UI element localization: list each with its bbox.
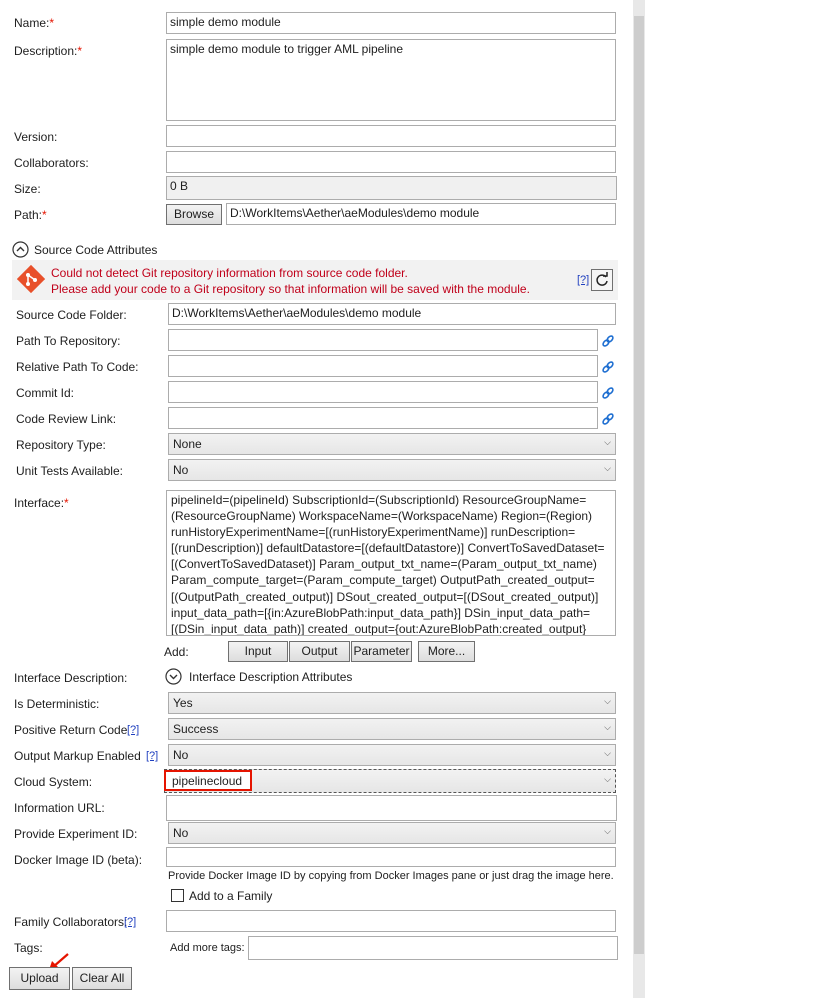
refresh-icon [592, 270, 612, 290]
output-markup-help-link[interactable]: [?] [146, 750, 159, 762]
collaborators-label: Collaborators: [14, 156, 89, 170]
git-help-link[interactable]: [?] [577, 274, 590, 286]
repo-type-label: Repository Type: [16, 438, 106, 452]
chevron-down-icon: ⌵ [604, 774, 611, 784]
source-folder-input[interactable]: D:\WorkItems\Aether\aeModules\demo module [168, 303, 616, 325]
repo-type-select[interactable]: None ⌵ [168, 433, 616, 455]
deterministic-label: Is Deterministic: [14, 697, 100, 711]
interface-label: Interface:* [14, 496, 69, 510]
git-warning-line1: Could not detect Git repository information from source code folder. [51, 266, 408, 280]
family-collab-help-link[interactable]: [?] [124, 916, 137, 928]
output-markup-label: Output Markup Enabled [14, 749, 141, 763]
link-icon[interactable] [601, 386, 615, 400]
add-input-button[interactable]: Input [228, 641, 288, 662]
chevron-down-icon: ⌵ [604, 463, 611, 473]
scrollbar-thumb[interactable] [634, 16, 644, 954]
output-markup-select[interactable]: No ⌵ [168, 744, 616, 766]
experiment-id-select[interactable]: No ⌵ [168, 822, 616, 844]
git-icon [17, 265, 45, 293]
repo-path-label: Path To Repository: [16, 334, 121, 348]
cloud-system-label: Cloud System: [14, 775, 93, 789]
add-output-button[interactable]: Output [289, 641, 350, 662]
docker-label: Docker Image ID (beta): [14, 853, 143, 867]
info-url-input[interactable] [166, 795, 617, 821]
chevron-down-icon: ⌵ [604, 722, 611, 732]
link-icon[interactable] [601, 412, 615, 426]
interface-description-label: Interface Description: [14, 671, 128, 685]
code-review-input[interactable] [168, 407, 598, 429]
add-family-checkbox[interactable] [171, 889, 184, 902]
repo-path-input[interactable] [168, 329, 598, 351]
add-family-label: Add to a Family [189, 889, 273, 903]
source-code-section-title: Source Code Attributes [34, 243, 158, 257]
add-label: Add: [164, 645, 189, 659]
browse-button[interactable]: Browse [166, 204, 222, 225]
chevron-down-icon: ⌵ [604, 696, 611, 706]
refresh-button[interactable] [591, 269, 613, 291]
chevron-down-icon: ⌵ [604, 826, 611, 836]
git-warning-line2: Please add your code to a Git repository so that information will be saved with the module. [51, 282, 530, 296]
tags-label: Tags: [14, 941, 43, 955]
positive-return-select[interactable]: Success ⌵ [168, 718, 616, 740]
add-parameter-button[interactable]: Parameter [351, 641, 412, 662]
unit-tests-label: Unit Tests Available: [16, 464, 123, 478]
clear-all-button[interactable]: Clear All [72, 967, 132, 990]
name-label: Name:* [14, 16, 55, 30]
family-collab-label: Family Collaborators: [14, 915, 128, 929]
cloud-system-value: pipelinecloud [164, 770, 252, 791]
size-value: 0 B [166, 176, 617, 200]
tags-input[interactable] [248, 936, 618, 960]
docker-input[interactable] [166, 847, 616, 867]
positive-return-label: Positive Return Code [14, 723, 128, 737]
commit-id-input[interactable] [168, 381, 598, 403]
name-input[interactable]: simple demo module [166, 12, 616, 34]
relative-path-input[interactable] [168, 355, 598, 377]
size-label: Size: [14, 182, 41, 196]
commit-id-label: Commit Id: [16, 386, 75, 400]
collapse-chevron-icon[interactable] [12, 241, 29, 258]
interface-textarea[interactable]: pipelineId=(pipelineId) SubscriptionId=(SubscriptionId) ResourceGroupName=(ResourceGroupName) WorkspaceName=(WorkspaceName) Region=(Region) runHistoryExperimentName=[(runHistoryExperimentName)] runDescription=[(runDescription)] defaultDatastore=[(defaultDatastore)] ConvertToSavedDataset=[(ConvertToSavedDataset)] Param_output_txt_name=(Param_output_txt_name) Param_compute_target=(Param_compute_target) OutputPath_created_output=[(OutputPath_created_output)] DSout_created_output=[(DSout_created_output)] input_data_path=[{in:AzureBlobPath:input_data_path}] DSin_input_data_path=[(DSin_input_data_path)] created_output={out:AzureBlobPath:created_output} [166, 490, 616, 636]
experiment-id-label: Provide Experiment ID: [14, 827, 138, 841]
chevron-down-icon: ⌵ [604, 748, 611, 758]
unit-tests-select[interactable]: No ⌵ [168, 459, 616, 481]
version-input[interactable] [166, 125, 616, 147]
upload-button[interactable]: Upload [9, 967, 70, 990]
version-label: Version: [14, 130, 58, 144]
add-tags-label: Add more tags: [170, 942, 245, 954]
collaborators-input[interactable] [166, 151, 616, 173]
description-label: Description:* [14, 44, 83, 58]
source-folder-label: Source Code Folder: [16, 308, 127, 322]
code-review-label: Code Review Link: [16, 412, 117, 426]
family-collab-input[interactable] [166, 910, 616, 932]
positive-return-help-link[interactable]: [?] [127, 724, 140, 736]
deterministic-select[interactable]: Yes ⌵ [168, 692, 616, 714]
link-icon[interactable] [601, 360, 615, 374]
expand-chevron-icon[interactable] [165, 668, 182, 685]
info-url-label: Information URL: [14, 801, 105, 815]
link-icon[interactable] [601, 334, 615, 348]
chevron-down-icon: ⌵ [604, 437, 611, 447]
relative-path-label: Relative Path To Code: [16, 360, 139, 374]
description-input[interactable]: simple demo module to trigger AML pipeline [166, 39, 616, 121]
add-more-button[interactable]: More... [418, 641, 475, 662]
path-label: Path:* [14, 208, 47, 222]
docker-hint: Provide Docker Image ID by copying from Docker Images pane or just drag the image here. [168, 870, 614, 882]
interface-description-section: Interface Description Attributes [189, 670, 353, 684]
path-input[interactable]: D:\WorkItems\Aether\aeModules\demo module [226, 203, 616, 225]
